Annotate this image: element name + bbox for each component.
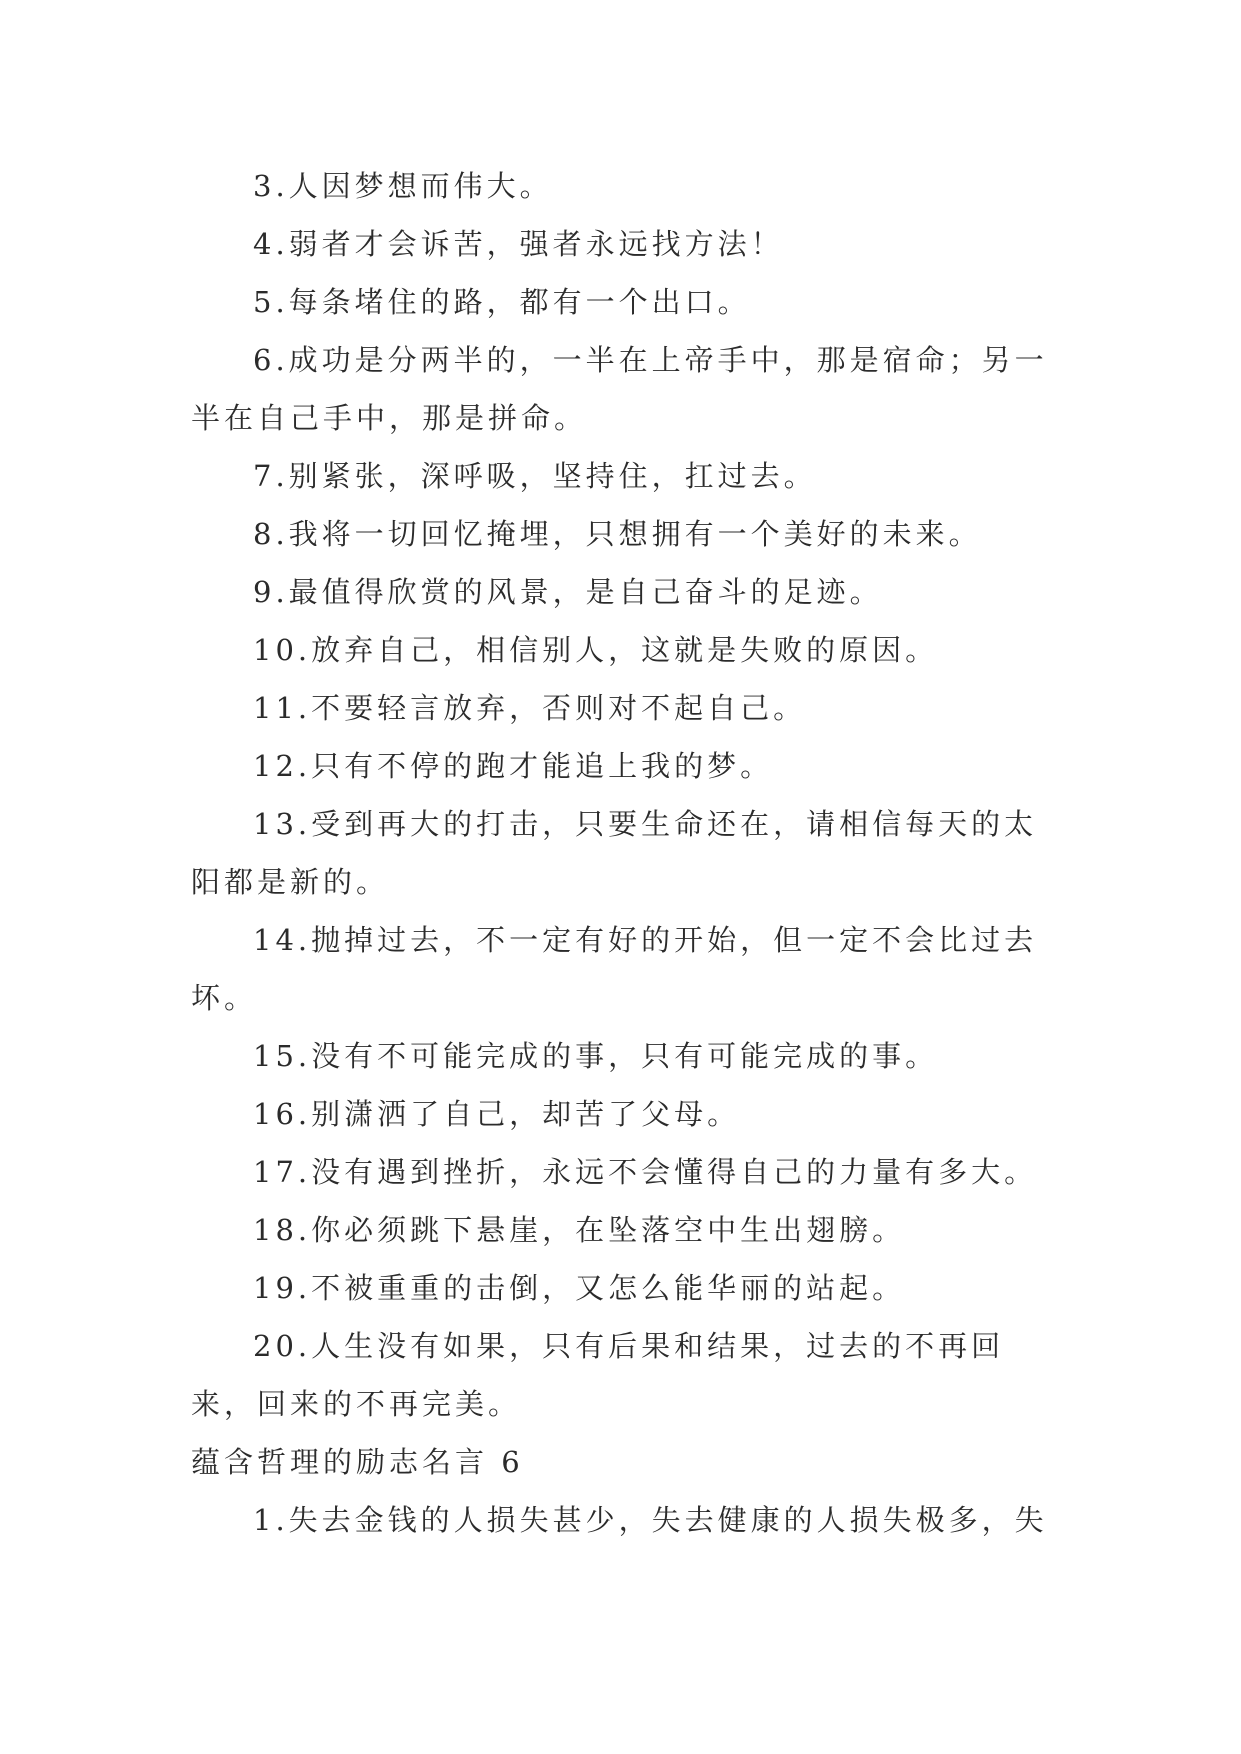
quote-paragraph: 6.成功是分两半的，一半在上帝手中，那是宿命；另一半在自己手中，那是拼命。: [191, 343, 1048, 435]
quote-paragraph: 9.最值得欣赏的风景，是自己奋斗的足迹。: [253, 575, 883, 609]
document-body: [191, 157, 1061, 1549]
quote-paragraph: 16.别潇洒了自己，却苦了父母。: [253, 1097, 741, 1131]
quote-paragraph: 12.只有不停的跑才能追上我的梦。: [253, 749, 774, 783]
quote-paragraph: 11.不要轻言放弃，否则对不起自己。: [253, 691, 807, 725]
quote-paragraph: 14.抛掉过去，不一定有好的开始，但一定不会比过去坏。: [191, 923, 1038, 1015]
section-heading: 蕴含哲理的励志名言 6: [191, 1445, 524, 1479]
quote-paragraph: 17.没有遇到挫折，永远不会懂得自己的力量有多大。: [253, 1155, 1038, 1189]
quote-paragraph: 3.人因梦想而伟大。: [253, 169, 553, 203]
quote-paragraph: 19.不被重重的击倒，又怎么能华丽的站起。: [253, 1271, 906, 1305]
quote-paragraph: 10.放弃自己，相信别人，这就是失败的原因。: [253, 633, 939, 667]
quote-paragraph: 20.人生没有如果，只有后果和结果，过去的不再回来，回来的不再完美。: [191, 1329, 1005, 1421]
quote-paragraph: 4.弱者才会诉苦，强者永远找方法！: [253, 227, 784, 261]
quote-paragraph: 18.你必须跳下悬崖，在坠落空中生出翅膀。: [253, 1213, 906, 1247]
quote-paragraph: 8.我将一切回忆掩埋，只想拥有一个美好的未来。: [253, 517, 982, 551]
quote-paragraph: 13.受到再大的打击，只要生命还在，请相信每天的太阳都是新的。: [191, 807, 1038, 899]
quote-paragraph: 5.每条堵住的路，都有一个出口。: [253, 285, 751, 319]
quote-paragraph: 15.没有不可能完成的事，只有可能完成的事。: [253, 1039, 939, 1073]
quote-paragraph: 1.失去金钱的人损失甚少，失去健康的人损失极多，失: [253, 1503, 1048, 1537]
quote-paragraph: 7.别紧张，深呼吸，坚持住，扛过去。: [253, 459, 817, 493]
